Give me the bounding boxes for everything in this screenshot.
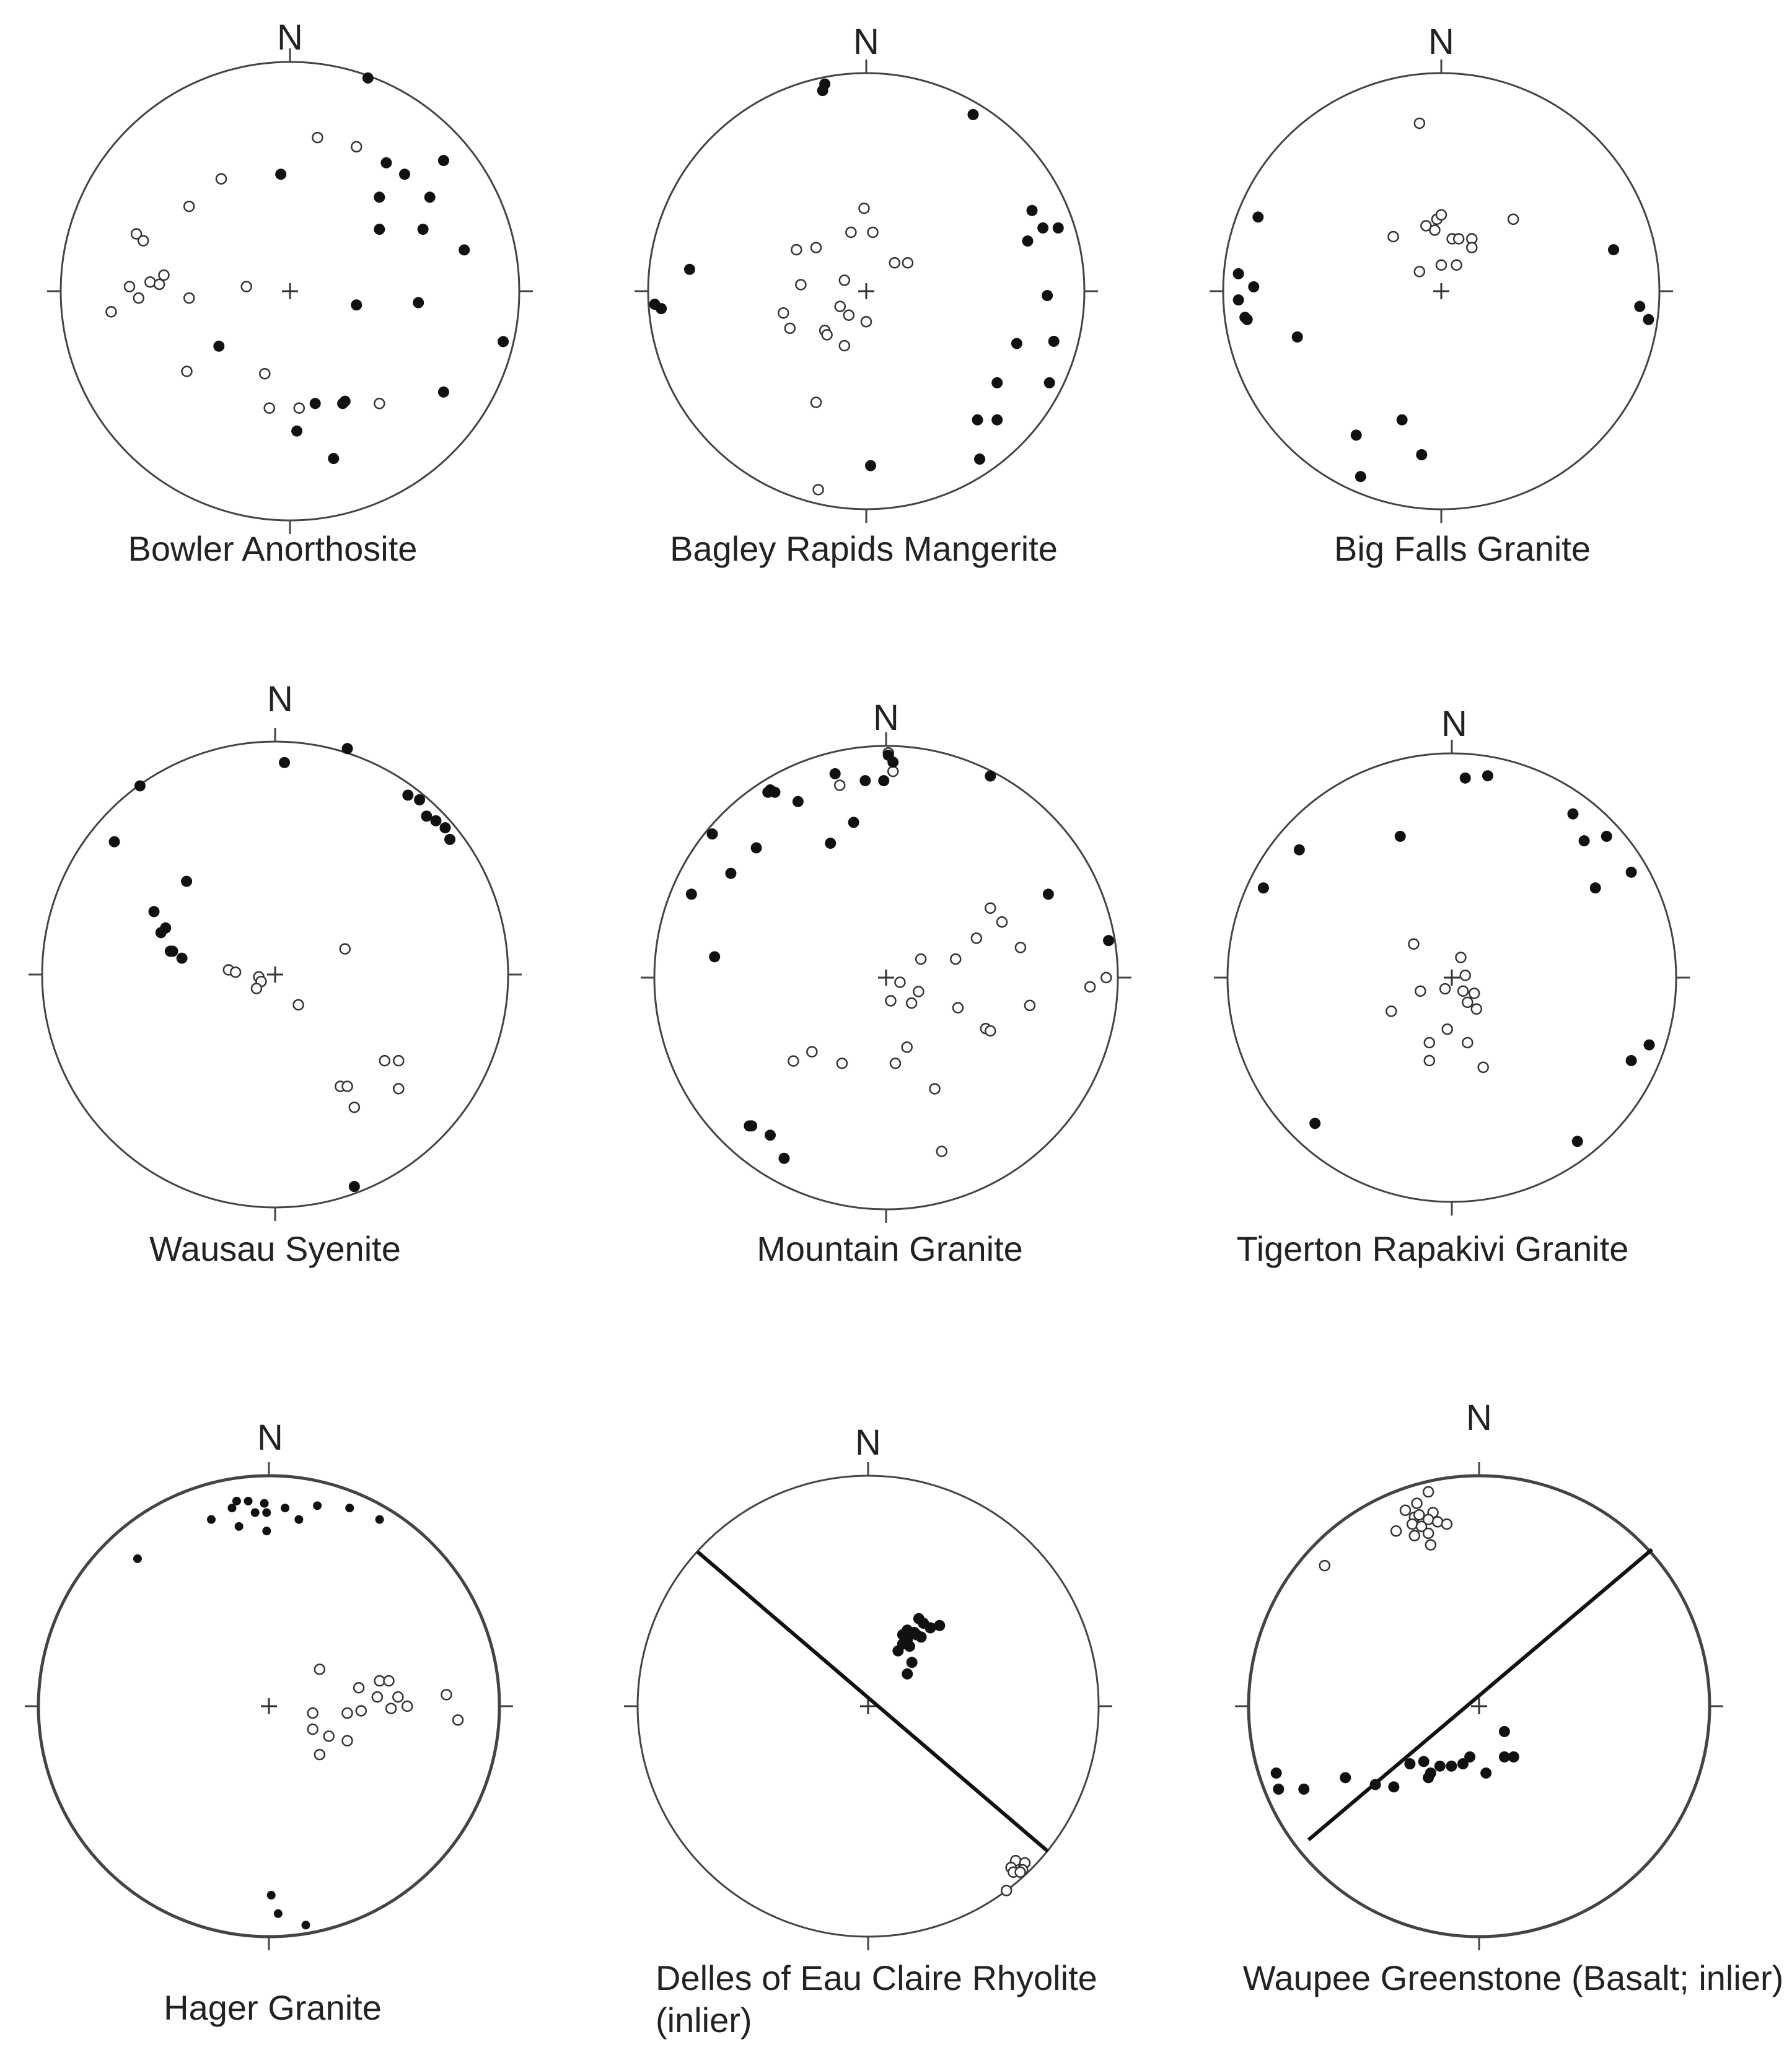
open-point: [1412, 1499, 1422, 1509]
filled-point: [1590, 882, 1601, 893]
plot-title: Bowler Anorthosite: [128, 529, 418, 568]
open-point: [985, 903, 995, 913]
filled-point: [444, 834, 455, 845]
open-point: [349, 1102, 359, 1112]
open-point: [885, 996, 895, 1006]
filled-point: [380, 157, 392, 169]
open-point: [951, 954, 960, 964]
filled-point: [362, 72, 374, 84]
filled-point: [177, 953, 188, 964]
filled-point: [830, 768, 841, 779]
open-point: [1443, 1024, 1452, 1034]
open-point: [294, 1000, 304, 1010]
plot-title: Hager Granite: [164, 1988, 382, 2027]
stereonet-panel: [641, 698, 1131, 1268]
filled-point: [769, 787, 780, 798]
filled-point: [413, 297, 424, 309]
open-point: [1391, 1526, 1401, 1536]
open-point: [796, 279, 806, 289]
open-point: [859, 203, 869, 213]
filled-point: [916, 1631, 927, 1642]
open-point: [342, 1736, 352, 1746]
open-point: [374, 398, 384, 408]
open-point: [1415, 266, 1425, 276]
open-point: [1469, 988, 1479, 998]
filled-point: [825, 838, 836, 849]
filled-point: [260, 1499, 269, 1508]
filled-point: [686, 888, 697, 900]
filled-point: [707, 828, 718, 839]
filled-point: [399, 169, 410, 180]
open-point: [182, 367, 192, 377]
filled-point: [1572, 1136, 1583, 1147]
open-point: [154, 279, 164, 289]
filled-point: [349, 1181, 360, 1192]
open-point: [837, 1058, 847, 1068]
open-point: [1508, 214, 1518, 224]
open-point: [145, 277, 155, 287]
open-point: [1415, 118, 1425, 128]
open-point: [791, 245, 801, 255]
filled-point: [133, 1554, 142, 1563]
open-point: [1407, 1519, 1417, 1529]
open-point: [343, 1081, 353, 1091]
filled-point: [294, 1515, 303, 1524]
open-point: [811, 398, 821, 408]
filled-point: [418, 224, 429, 235]
open-point: [788, 1056, 798, 1066]
stereonet-panel: [29, 679, 522, 1268]
filled-point: [1252, 211, 1263, 222]
filled-point: [1418, 1756, 1430, 1767]
filled-point: [1464, 1751, 1475, 1763]
filled-point: [302, 1921, 310, 1929]
open-point: [890, 1058, 900, 1068]
filled-point: [374, 224, 385, 235]
filled-point: [1355, 471, 1366, 482]
open-point: [372, 1692, 382, 1702]
filled-point: [1048, 336, 1060, 347]
stereonet-panel: [1214, 704, 1690, 1268]
open-point: [1430, 225, 1439, 235]
open-point: [1423, 1487, 1433, 1497]
filled-point: [291, 426, 302, 437]
open-point: [1423, 1528, 1433, 1538]
filled-point: [1294, 844, 1305, 856]
north-label: N: [873, 698, 899, 738]
open-point: [913, 986, 923, 996]
open-point: [125, 282, 134, 292]
plot-title: Big Falls Granite: [1334, 529, 1591, 568]
open-point: [997, 917, 1007, 927]
open-point: [814, 484, 824, 494]
filled-point: [1397, 414, 1408, 426]
open-point: [1410, 1531, 1420, 1541]
open-point: [846, 227, 856, 237]
filled-point: [1626, 1055, 1637, 1066]
open-point: [184, 201, 194, 211]
filled-point: [1643, 314, 1654, 325]
plot-title: Wausau Syenite: [149, 1229, 401, 1268]
open-point: [380, 1056, 390, 1066]
open-point: [1386, 1006, 1396, 1016]
open-point: [386, 1704, 396, 1714]
filled-point: [274, 1909, 283, 1918]
filled-point: [337, 398, 348, 409]
filled-point: [262, 1527, 271, 1535]
open-point: [868, 227, 878, 237]
open-point: [953, 1003, 963, 1013]
filled-point: [342, 743, 353, 754]
filled-point: [313, 1501, 322, 1510]
open-point: [1456, 952, 1465, 962]
open-point: [231, 967, 240, 977]
open-point: [308, 1708, 318, 1718]
open-point: [1440, 984, 1450, 994]
filled-point: [1022, 235, 1033, 247]
filled-point: [1482, 770, 1493, 781]
open-point: [393, 1692, 403, 1702]
open-point: [159, 270, 169, 280]
filled-point: [985, 771, 996, 782]
open-point: [308, 1724, 318, 1734]
filled-point: [709, 951, 720, 962]
filled-point: [904, 1641, 915, 1652]
filled-point: [865, 460, 876, 471]
filled-point: [1567, 808, 1578, 820]
filled-point: [1292, 331, 1303, 343]
plot-title: Mountain Granite: [757, 1229, 1023, 1268]
open-point: [106, 307, 116, 317]
filled-point: [684, 264, 695, 275]
open-point: [441, 1689, 451, 1699]
open-point: [1433, 1517, 1443, 1527]
filled-point: [424, 191, 436, 203]
open-point: [888, 766, 898, 776]
filled-point: [848, 817, 859, 828]
open-point: [252, 984, 261, 994]
open-point: [1400, 1505, 1410, 1515]
open-point: [1442, 1519, 1452, 1529]
open-point: [937, 1147, 947, 1157]
stereonet-panel: [1235, 1398, 1783, 1997]
open-point: [1425, 1038, 1434, 1048]
filled-point: [165, 945, 176, 957]
filled-point: [207, 1515, 216, 1524]
filled-point: [1053, 222, 1064, 234]
open-point: [354, 1683, 364, 1693]
filled-point: [817, 85, 828, 96]
filled-point: [1298, 1784, 1309, 1795]
filled-point: [148, 906, 159, 917]
filled-point: [109, 836, 120, 848]
open-point: [242, 282, 252, 292]
open-point: [1016, 942, 1026, 952]
open-point: [393, 1056, 403, 1066]
open-point: [1462, 1038, 1472, 1048]
filled-point: [1351, 429, 1362, 440]
north-label: N: [257, 1417, 283, 1458]
filled-point: [778, 1153, 789, 1164]
open-point: [1436, 210, 1446, 220]
filled-point: [244, 1497, 253, 1505]
stereonet-panel: [624, 1422, 1112, 2040]
great-circle: [1309, 1549, 1652, 1840]
filled-point: [275, 169, 286, 180]
filled-point: [974, 453, 985, 465]
north-label: N: [853, 22, 879, 62]
open-point: [324, 1731, 334, 1741]
plot-title: Waupee Greenstone (Basalt; inlier): [1242, 1958, 1784, 1997]
filled-point: [376, 1515, 384, 1524]
filled-point: [934, 1620, 945, 1631]
filled-point: [1027, 205, 1038, 216]
filled-point: [1233, 294, 1244, 305]
filled-point: [1388, 1781, 1399, 1792]
open-point: [972, 933, 982, 943]
open-point: [930, 1084, 940, 1094]
north-label: N: [1441, 704, 1467, 744]
filled-point: [793, 796, 804, 807]
stereonet-panel: [25, 1417, 513, 2027]
filled-point: [1446, 1761, 1457, 1772]
open-point: [1085, 982, 1095, 992]
filled-point: [402, 789, 413, 800]
filled-point: [1273, 1784, 1284, 1795]
filled-point: [859, 775, 871, 786]
open-point: [1001, 1886, 1011, 1896]
open-point: [902, 1042, 912, 1052]
filled-point: [281, 1504, 289, 1512]
stereonet-panel: [47, 17, 533, 568]
filled-point: [1416, 449, 1427, 460]
open-point: [356, 1706, 366, 1715]
open-point: [312, 133, 322, 142]
open-point: [315, 1664, 325, 1674]
open-point: [1414, 1510, 1424, 1520]
open-point: [890, 258, 900, 268]
filled-point: [1043, 888, 1054, 900]
filled-point: [438, 387, 449, 398]
open-point: [844, 310, 854, 320]
filled-point: [656, 303, 667, 314]
north-label: N: [267, 679, 293, 719]
open-point: [807, 1047, 817, 1057]
plot-title: Tigerton Rapakivi Granite: [1236, 1229, 1629, 1268]
open-point: [785, 323, 795, 333]
filled-point: [345, 1504, 354, 1512]
open-point: [840, 275, 850, 285]
filled-point: [1579, 835, 1590, 846]
open-point: [1426, 1540, 1436, 1550]
open-point: [1462, 997, 1472, 1007]
open-point: [134, 293, 144, 303]
plot-title: Delles of Eau Claire Rhyolite (inlier): [656, 1958, 1097, 2040]
filled-point: [892, 1645, 903, 1657]
open-point: [260, 369, 270, 379]
open-point: [835, 302, 845, 312]
open-point: [1436, 260, 1446, 270]
stereonet-panel: [635, 22, 1098, 568]
filled-point: [156, 927, 167, 938]
filled-point: [972, 414, 983, 426]
filled-point: [1239, 312, 1250, 323]
open-point: [916, 954, 926, 964]
filled-point: [1258, 882, 1269, 893]
filled-point: [1626, 867, 1637, 878]
filled-point: [991, 377, 1003, 388]
open-point: [1458, 986, 1468, 996]
open-point: [294, 403, 304, 413]
filled-point: [1634, 301, 1645, 312]
filled-point: [1309, 1118, 1320, 1129]
filled-point: [310, 398, 321, 409]
open-point: [1389, 232, 1399, 242]
open-point: [907, 998, 916, 1008]
filled-point: [1044, 377, 1055, 388]
filled-point: [1395, 831, 1406, 842]
filled-point: [430, 815, 441, 826]
open-point: [1320, 1561, 1330, 1571]
filled-point: [181, 876, 192, 887]
filled-point: [1644, 1040, 1655, 1051]
filled-point: [1370, 1779, 1381, 1790]
open-point: [340, 944, 350, 954]
open-point: [835, 781, 845, 791]
filled-point: [227, 1504, 236, 1512]
open-point: [375, 1676, 385, 1686]
filled-point: [1480, 1768, 1491, 1779]
filled-point: [878, 775, 889, 786]
filled-point: [235, 1522, 244, 1531]
filled-point: [1434, 1761, 1446, 1772]
filled-point: [1404, 1758, 1415, 1769]
open-point: [402, 1701, 412, 1711]
filled-point: [1608, 244, 1619, 255]
open-point: [453, 1715, 463, 1725]
filled-point: [414, 794, 425, 805]
open-point: [811, 243, 821, 253]
filled-point: [1460, 773, 1471, 784]
filled-point: [991, 414, 1003, 426]
filled-point: [1271, 1768, 1282, 1779]
open-point: [861, 317, 871, 326]
filled-point: [251, 1509, 260, 1517]
open-point: [840, 341, 850, 351]
filled-point: [1233, 268, 1244, 279]
open-point: [1452, 260, 1462, 270]
filled-point: [1042, 290, 1053, 301]
open-point: [342, 1708, 352, 1718]
plot-title: Bagley Rapids Mangerite: [670, 529, 1058, 568]
open-point: [778, 308, 788, 318]
open-point: [1425, 1056, 1434, 1066]
stereonet-panel: [1210, 22, 1673, 568]
filled-point: [1499, 1726, 1510, 1737]
open-point: [351, 142, 361, 152]
filled-point: [907, 1657, 918, 1668]
filled-point: [1011, 338, 1022, 349]
filled-point: [1423, 1772, 1434, 1783]
filled-point: [439, 822, 450, 833]
open-point: [1408, 939, 1418, 949]
filled-point: [725, 868, 736, 879]
filled-point: [459, 244, 470, 255]
filled-point: [267, 1891, 276, 1899]
open-point: [895, 977, 905, 987]
filled-point: [967, 109, 978, 120]
open-point: [393, 1084, 403, 1093]
filled-point: [1340, 1772, 1351, 1783]
open-point: [138, 236, 148, 246]
north-label: N: [1466, 1398, 1492, 1438]
filled-point: [134, 780, 146, 791]
filled-point: [1248, 281, 1259, 292]
filled-point: [1037, 222, 1048, 234]
filled-point: [374, 191, 385, 203]
filled-point: [328, 453, 339, 464]
filled-point: [744, 1120, 755, 1131]
open-point: [1460, 970, 1470, 980]
open-point: [985, 1026, 995, 1036]
north-label: N: [1428, 22, 1454, 62]
filled-point: [351, 299, 362, 310]
north-label: N: [277, 17, 303, 58]
open-point: [1454, 234, 1464, 244]
filled-point: [1499, 1751, 1510, 1763]
north-label: N: [855, 1422, 881, 1463]
open-point: [384, 1676, 393, 1686]
filled-point: [887, 756, 898, 768]
open-point: [1016, 1867, 1026, 1877]
filled-point: [1601, 831, 1612, 842]
open-point: [1467, 243, 1477, 253]
open-point: [216, 174, 226, 184]
open-point: [1101, 973, 1111, 983]
filled-point: [262, 1509, 271, 1517]
filled-point: [902, 1668, 913, 1680]
open-point: [184, 293, 194, 303]
open-point: [822, 330, 832, 340]
filled-point: [213, 341, 224, 352]
open-point: [1472, 1004, 1482, 1014]
filled-point: [498, 336, 509, 347]
open-point: [315, 1750, 325, 1759]
filled-point: [751, 843, 762, 854]
filled-point: [765, 1129, 776, 1141]
great-circle: [698, 1552, 1048, 1852]
filled-point: [438, 155, 449, 166]
open-point: [1025, 1001, 1035, 1010]
open-point: [903, 258, 913, 268]
open-point: [1415, 986, 1425, 996]
open-point: [265, 403, 275, 413]
filled-point: [1103, 935, 1114, 946]
open-point: [1478, 1062, 1488, 1072]
filled-point: [279, 757, 290, 768]
